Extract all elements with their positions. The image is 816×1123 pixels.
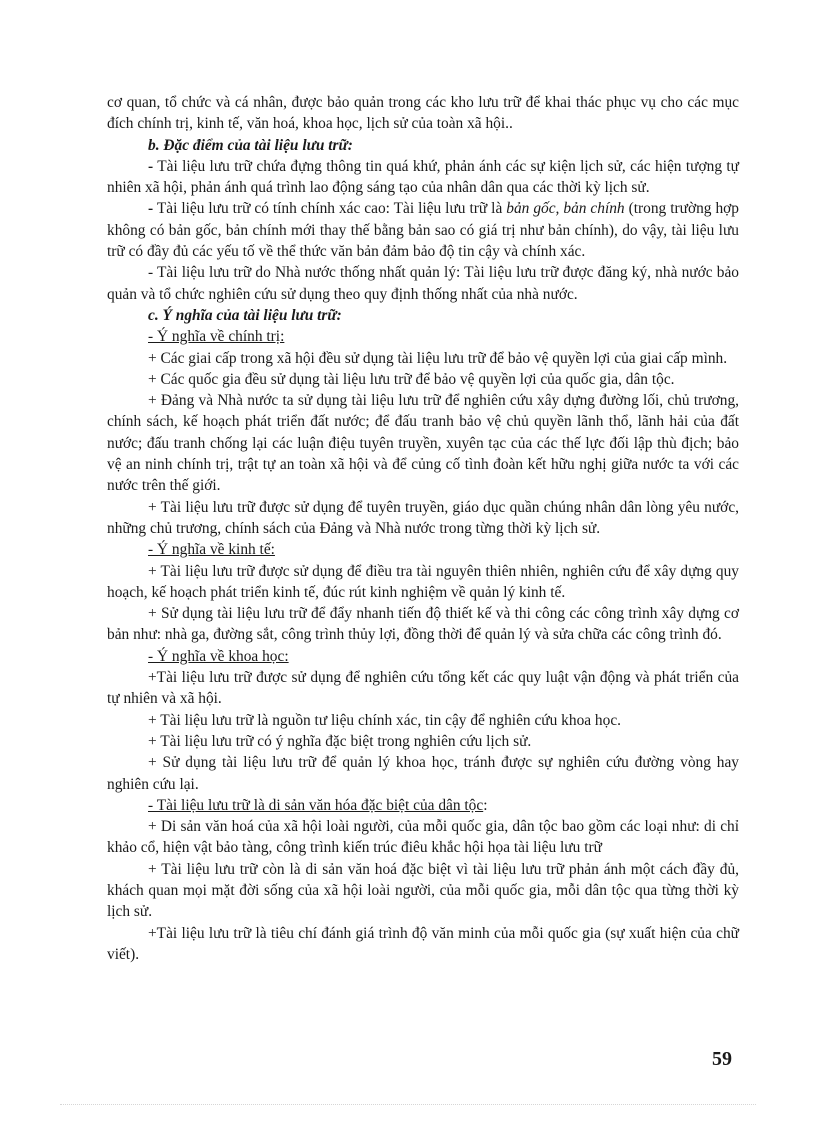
item-text: Tài liệu lưu trữ chứa đựng thông tin quá khứ, phản ánh các sự kiện lịch sử, các hiện tượng tự nhiên xã hội, phản ánh quá trình lao động sáng tạo của nhân dân qua các thời kỳ lịch sử. (107, 157, 739, 197)
heritage-subheading (107, 795, 739, 816)
subheading-label: - Ý nghĩa về kinh tế: (148, 541, 275, 559)
economic-subheading (107, 539, 739, 560)
heritage-item-3: +Tài liệu lưu trữ là tiêu chí đánh giá trình độ văn minh của mỗi quốc gia (sự xuất hiện của chữ viết). (107, 924, 739, 963)
section-b-item-2 (107, 198, 739, 262)
page-body (107, 92, 739, 965)
subheading-label: - Tài liệu lưu trữ là di sản văn hóa đặc biệt của dân tộc (148, 796, 484, 814)
political-item-4: + Tài liệu lưu trữ được sử dụng để tuyên truyền, giáo dục quần chúng nhân dân lòng yêu nước, những chủ trương, chính sách của Đảng và Nhà nước trong từng thời kỳ lịch sử. (107, 498, 739, 537)
emphasis-text: bản gốc, bản chính (506, 200, 625, 218)
political-item-1: + Các giai cấp trong xã hội đều sử dụng tài liệu lưu trữ để bảo vệ quyền lợi của giai cấp mình. (148, 349, 728, 367)
heritage-item-1: + Di sản văn hoá của xã hội loài người, của mỗi quốc gia, dân tộc bao gồm các loại như: di chỉ khảo cổ, hiện vật bảo tàng, công trình kiến trúc điêu khắc hội họa tài liệu lưu trữ (107, 818, 739, 857)
intro-paragraph: cơ quan, tổ chức và cá nhân, được bảo quản trong các kho lưu trữ để khai thác phục vụ cho các mục đích chính trị, kinh tế, văn hoá, khoa học, lịch sử của toàn xã hội.. (107, 94, 739, 133)
science-item-3: + Tài liệu lưu trữ có ý nghĩa đặc biệt trong nghiên cứu lịch sử. (148, 732, 532, 750)
dash-marker: - (148, 200, 154, 218)
page-number: 59 (712, 1048, 732, 1070)
section-b-heading: b. Đặc điểm của tài liệu lưu trữ: (148, 136, 353, 154)
economic-item-2: + Sử dụng tài liệu lưu trữ để đẩy nhanh tiến độ thiết kế và thi công các công trình xây dựng cơ bản như: nhà ga, đường sắt, công trình thủy lợi, đồng thời để quản lý và sửa chữa các công trình đó. (107, 605, 739, 644)
political-item-2: + Các quốc gia đều sử dụng tài liệu lưu trữ để bảo vệ quyền lợi của quốc gia, dân tộc. (148, 370, 675, 388)
economic-item-1: + Tài liệu lưu trữ được sử dụng để điều tra tài nguyên thiên nhiên, nghiên cứu để xây dựng quy hoạch, kế hoạch phát triển kinh tế, đúc rút kinh nghiệm về quản lý kinh tế. (107, 562, 739, 601)
dash-marker: - (148, 157, 154, 175)
political-subheading (107, 326, 739, 347)
heritage-item-2: + Tài liệu lưu trữ còn là di sản văn hoá đặc biệt vì tài liệu lưu trữ phản ánh một cách đầy đủ, khách quan mọi mặt đời sống của xã hội loài người, của mỗi quốc gia, mỗi dân tộc qua từng thời kỳ lịch sử. (107, 860, 739, 921)
subheading-label: - Ý nghĩa về khoa học: (148, 647, 289, 665)
page-bottom-divider (60, 1104, 756, 1105)
science-subheading (107, 646, 739, 667)
science-item-4: + Sử dụng tài liệu lưu trữ để quản lý khoa học, tránh được sự nghiên cứu đường vòng hay nghiên cứu lại. (107, 754, 739, 793)
item-text: Tài liệu lưu trữ có tính chính xác cao: Tài liệu lưu trữ là (153, 200, 507, 218)
subheading-suffix: : (483, 796, 488, 814)
item-text: (trong trường hợp không có bản gốc, bản chính mới thay thế bằng bản sao có giá trị như bản chính), do vậy, tài liệu lưu trữ có đầy đủ các yếu tố về thể thức văn bản đảm bảo độ tin cậy và chính xác. (107, 200, 739, 261)
political-item-3: + Đảng và Nhà nước ta sử dụng tài liệu lưu trữ để nghiên cứu xây dựng đường lối, chủ trương, chính sách, kế hoạch phát triển đất nước; để đấu tranh bảo vệ chủ quyền lãnh thổ, lãnh hải của đất nước; đấu tranh chống lại các luận điệu tuyên truyền, xuyên tạc của các thế lực đối lập thù địch; bảo vệ an ninh chính trị, trật tự an toàn xã hội và để củng cố tình đoàn kết hữu nghị giữa nước ta với các nước trên thế giới. (107, 392, 739, 495)
subheading-label: - Ý nghĩa về chính trị: (148, 328, 285, 346)
section-c-heading: c. Ý nghĩa của tài liệu lưu trữ: (148, 306, 342, 324)
science-item-1: +Tài liệu lưu trữ được sử dụng để nghiên cứu tổng kết các quy luật vận động và phát triển của tự nhiên và xã hội. (107, 669, 739, 708)
science-item-2: + Tài liệu lưu trữ là nguồn tư liệu chính xác, tin cậy để nghiên cứu khoa học. (148, 711, 622, 729)
section-b-item-3: - Tài liệu lưu trữ do Nhà nước thống nhất quản lý: Tài liệu lưu trữ được đăng ký, nhà nước bảo quản và tổ chức nghiên cứu sử dụng theo quy định thống nhất của nhà nước. (107, 264, 739, 303)
section-b-item-1 (107, 156, 739, 199)
